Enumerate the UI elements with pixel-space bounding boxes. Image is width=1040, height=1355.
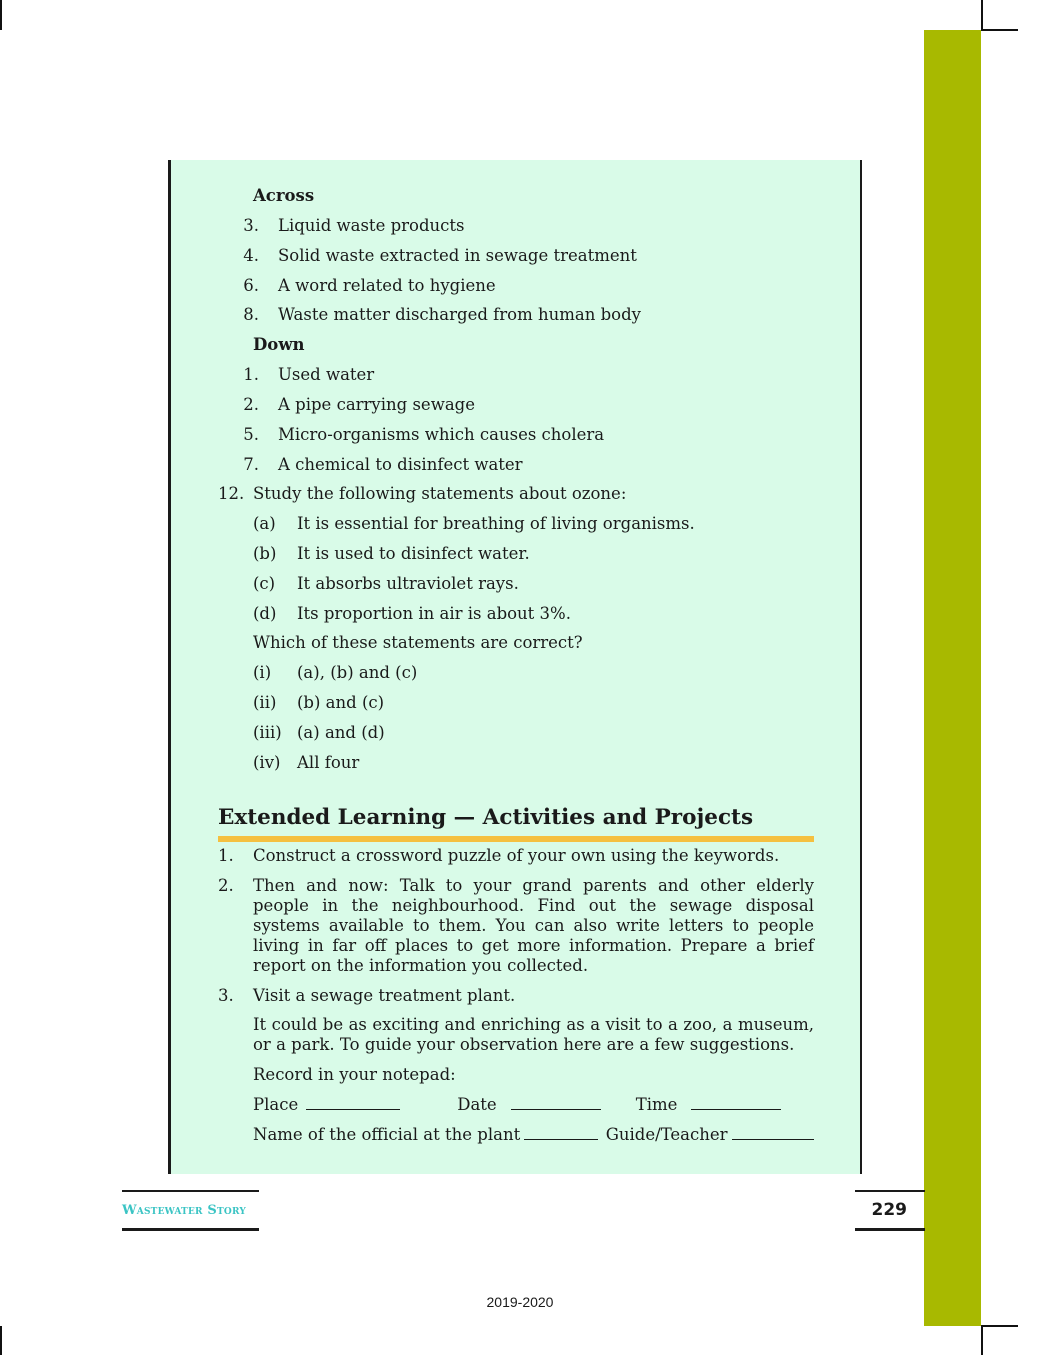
item-number: 4. [243,245,259,265]
guide-label: Guide/Teacher [605,1124,728,1144]
option-text: (a) and (d) [297,722,385,742]
record-instruction: Record in your notepad: [253,1065,456,1085]
item-text: A pipe carrying sewage [278,394,475,414]
edition-year: 2019-2020 [486,1294,554,1310]
item-number: 8. [243,305,259,325]
guide-blank [732,1125,814,1140]
option-item [218,723,814,743]
statement-text: It absorbs ultraviolet rays. [297,573,519,593]
official-fields-row [253,1125,814,1145]
place-label: Place [253,1094,299,1114]
item-number: 7. [243,454,259,474]
list-item [218,425,814,445]
item-number: 2. [218,875,234,895]
item-text: Solid waste extracted in sewage treatment [278,245,637,265]
across-heading: Across [253,186,315,205]
option-text: (b) and (c) [297,692,385,712]
option-item [218,693,814,713]
date-label: Date [457,1094,497,1114]
item-number: 5. [243,424,259,444]
statement-text: Its proportion in air is about 3%. [297,603,571,623]
crop-mark [981,1326,983,1355]
item-text: Liquid waste products [278,216,465,235]
option-mark: (iv) [253,752,281,772]
list-item [218,216,814,236]
item-text: Used water [278,365,375,385]
item-number: 3. [218,985,234,1005]
statement-item [218,604,814,624]
question-prompt: Which of these statements are correct? [253,633,583,653]
list-item [218,846,814,866]
option-item [218,663,814,683]
statement-text: It is used to disinfect water. [297,543,530,563]
page-number: 229 [871,1200,907,1220]
record-fields-row [253,1095,814,1115]
statement-mark: (b) [253,543,277,563]
official-label: Name of the official at the plant [253,1124,521,1144]
statement-item [218,544,814,564]
time-label: Time [635,1094,678,1114]
item-number: 6. [243,275,259,295]
list-item [218,276,814,296]
option-mark: (i) [253,663,272,683]
date-blank [511,1095,601,1110]
crop-mark [981,1325,1018,1327]
footer-rule [122,1228,259,1231]
statement-mark: (c) [253,573,276,593]
item-number: 3. [243,216,259,235]
statement-item [218,574,814,594]
item-text: Visit a sewage treatment plant. [253,985,516,1005]
list-item [218,455,814,475]
question-text: Study the following statements about ozone: [253,484,627,504]
item-text: Micro-organisms which causes cholera [278,424,605,444]
question-12 [218,484,814,504]
footer-rule [855,1228,925,1231]
option-item [218,753,814,773]
list-item [218,305,814,325]
place-blank [306,1095,400,1110]
visit-paragraph: It could be as exciting and enriching as a visit to a zoo, a museum, or a park. To guide your observation here are a few suggestions. [253,1015,814,1055]
crop-mark [0,0,2,30]
statement-mark: (d) [253,603,277,623]
item-number: 2. [243,394,259,414]
item-text: Then and now: Talk to your grand parents and other elderly people in the neighbourhood. Find out the sewage disposal systems available to them. You can also write letters to people living in far off places to get more information. Prepare a brief report on the information you collected. [253,875,814,975]
list-item [218,246,814,266]
section-title: Extended Learning — Activities and Projects [218,805,754,830]
exercise-content [218,186,814,782]
item-text: Construct a crossword puzzle of your own using the keywords. [253,846,780,865]
item-text: A word related to hygiene [278,275,496,295]
statement-item [218,514,814,534]
down-heading: Down [253,335,305,355]
option-text: (a), (b) and (c) [297,663,418,683]
official-blank [524,1125,598,1140]
footer-rule [855,1190,925,1192]
list-item [218,395,814,415]
statement-text: It is essential for breathing of living organisms. [297,514,695,534]
crop-mark [981,0,983,30]
chapter-name: Wastewater Story [122,1203,246,1218]
crop-mark [981,29,1018,31]
question-number: 12. [218,484,245,504]
option-text: All four [297,752,360,772]
item-text: Waste matter discharged from human body [278,305,641,325]
statement-mark: (a) [253,514,276,534]
side-color-bar [924,30,981,1326]
extended-learning-list [218,846,814,1155]
item-number: 1. [218,846,234,865]
list-item [218,365,814,385]
list-item [218,986,814,1006]
list-item [218,876,814,976]
title-underline [218,836,814,842]
footer-rule [122,1190,259,1192]
time-blank [691,1095,781,1110]
item-text: A chemical to disinfect water [278,454,523,474]
option-mark: (ii) [253,692,277,712]
option-mark: (iii) [253,722,282,742]
item-number: 1. [243,365,259,385]
crop-mark [0,1326,2,1355]
